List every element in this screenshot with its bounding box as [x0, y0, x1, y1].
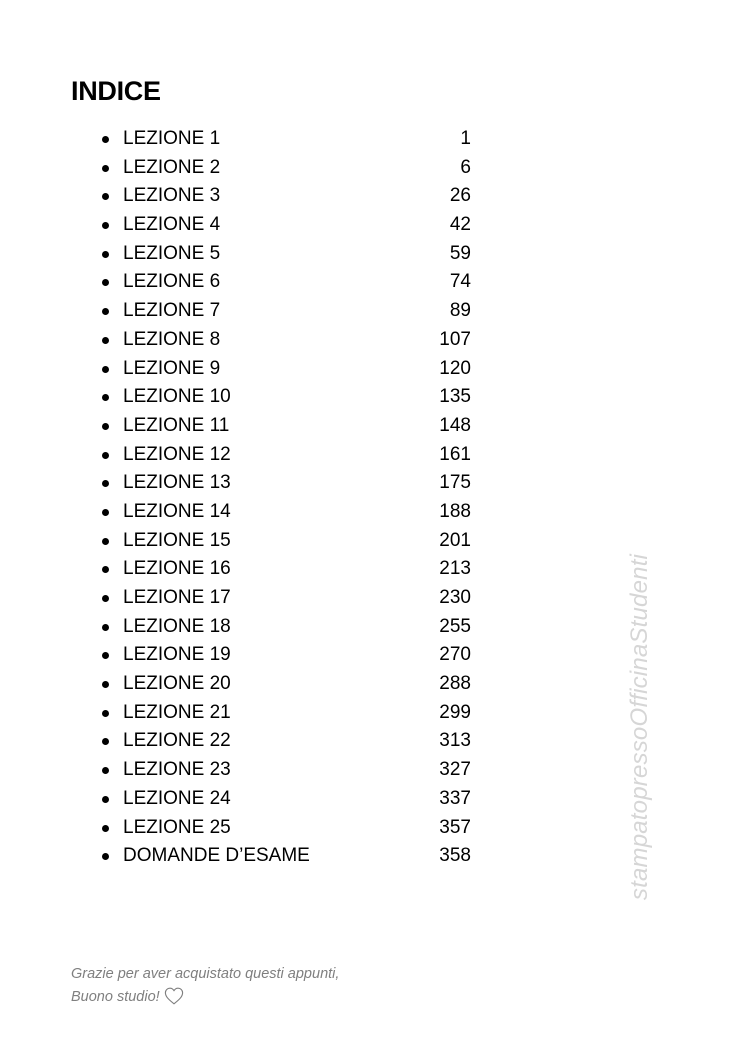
toc-entry-lezione-16[interactable]: [98, 555, 478, 584]
toc-entry-page: 270: [439, 644, 471, 666]
bullet-icon: [102, 509, 109, 516]
footer-thanks: Grazie per aver acquistato questi appunti,: [71, 966, 340, 982]
toc-entry-lezione-6[interactable]: [98, 268, 478, 297]
bullet-icon: [102, 538, 109, 545]
bullet-icon: [102, 624, 109, 631]
toc-entry-page: 161: [439, 443, 471, 465]
toc-entry-lezione-7[interactable]: [98, 297, 478, 326]
bullet-icon: [102, 279, 109, 286]
toc-entry-lezione-25[interactable]: [98, 814, 478, 843]
toc-entry-page: 327: [439, 759, 471, 781]
bullet-icon: [102, 308, 109, 315]
bullet-icon: [102, 652, 109, 659]
toc-entry-page: 313: [439, 730, 471, 752]
toc-entry-lezione-5[interactable]: [98, 240, 478, 269]
toc-entry-label: LEZIONE 17: [123, 587, 231, 608]
bullet-icon: [102, 423, 109, 430]
toc-entry-label: LEZIONE 25: [123, 816, 231, 838]
bullet-icon: [102, 566, 109, 573]
toc-entry-page: 120: [439, 357, 471, 379]
heart-icon: [164, 987, 184, 1013]
toc-entry-lezione-2[interactable]: [98, 154, 478, 183]
bullet-icon: [102, 853, 109, 860]
toc-entry-page: 107: [439, 328, 471, 350]
toc-entry-page: 42: [449, 214, 471, 236]
toc-entry-lezione-24[interactable]: [98, 785, 478, 814]
toc-entry-label: LEZIONE 20: [123, 673, 231, 695]
toc-entry-lezione-10[interactable]: [98, 383, 478, 412]
toc-entry-page: 358: [439, 845, 471, 867]
bullet-icon: [102, 825, 109, 832]
toc-entry-label: LEZIONE 22: [123, 730, 231, 752]
bullet-icon: [102, 222, 109, 229]
toc-entry-page: 26: [449, 185, 471, 207]
toc-entry-page: 201: [439, 529, 471, 551]
toc-entry-page: 213: [439, 558, 471, 580]
toc-entry-label: LEZIONE 9: [123, 357, 221, 379]
toc-entry-label: LEZIONE 19: [123, 644, 231, 666]
bullet-icon: [102, 738, 109, 745]
toc-entry-lezione-14[interactable]: [98, 498, 478, 527]
toc-entry-label: LEZIONE 5: [123, 242, 221, 264]
bullet-icon: [102, 165, 109, 172]
footer-signoff-text: Buono studio!: [71, 989, 160, 1005]
toc-entry-label: LEZIONE 24: [123, 787, 231, 809]
toc-entry-page: 230: [439, 587, 471, 608]
bullet-icon: [102, 366, 109, 373]
toc-entry-label: LEZIONE 23: [123, 759, 231, 781]
bullet-icon: [102, 681, 109, 688]
toc-entry-page: 135: [439, 386, 471, 408]
toc-entry-page: 175: [439, 472, 471, 494]
toc-entry-page: 288: [439, 673, 471, 695]
toc-entry-domande-esame[interactable]: [98, 842, 478, 871]
toc-entry-lezione-11[interactable]: [98, 412, 478, 441]
bullet-icon: [102, 251, 109, 258]
bullet-icon: [102, 767, 109, 774]
bullet-icon: [102, 710, 109, 717]
bullet-icon: [102, 452, 109, 459]
footer-signoff: [71, 986, 339, 1013]
toc-entry-label: LEZIONE 11: [123, 414, 230, 436]
table-of-contents: [98, 125, 478, 871]
toc-entry-label: LEZIONE 16: [123, 558, 231, 580]
toc-entry-label: LEZIONE 1: [123, 128, 221, 149]
toc-entry-lezione-3[interactable]: [98, 182, 478, 211]
toc-entry-page: 148: [439, 414, 471, 436]
page-title: INDICE: [71, 76, 161, 106]
toc-entry-page: 337: [439, 787, 471, 809]
toc-entry-lezione-15[interactable]: [98, 527, 478, 556]
bullet-icon: [102, 136, 109, 143]
bullet-icon: [102, 595, 109, 602]
watermark: stampatopressoOfficinaStudenti: [626, 553, 653, 901]
toc-entry-lezione-21[interactable]: [98, 699, 478, 728]
toc-entry-lezione-9[interactable]: [98, 355, 478, 384]
bullet-icon: [102, 480, 109, 487]
bullet-icon: [102, 796, 109, 803]
toc-entry-page: 89: [449, 300, 471, 322]
toc-entry-label: LEZIONE 6: [123, 271, 221, 293]
toc-entry-lezione-8[interactable]: [98, 326, 478, 355]
toc-entry-label: LEZIONE 13: [123, 472, 231, 494]
toc-entry-label: LEZIONE 4: [123, 214, 221, 236]
toc-entry-page: 188: [439, 500, 471, 522]
toc-entry-lezione-23[interactable]: [98, 756, 478, 785]
toc-entry-lezione-4[interactable]: [98, 211, 478, 240]
bullet-icon: [102, 394, 109, 401]
toc-entry-lezione-20[interactable]: [98, 670, 478, 699]
footer-note: [71, 963, 339, 1013]
toc-entry-label: LEZIONE 15: [123, 529, 231, 551]
toc-entry-label: LEZIONE 10: [123, 386, 231, 408]
toc-entry-label: LEZIONE 3: [123, 185, 221, 207]
toc-entry-page: 74: [449, 271, 471, 293]
toc-entry-lezione-13[interactable]: [98, 469, 478, 498]
bullet-icon: [102, 193, 109, 200]
toc-entry-page: 255: [439, 615, 471, 637]
toc-entry-lezione-17[interactable]: [98, 584, 478, 613]
toc-entry-label: LEZIONE 21: [123, 701, 231, 723]
toc-entry-label: DOMANDE D’ESAME: [123, 845, 310, 867]
toc-entry-lezione-22[interactable]: [98, 727, 478, 756]
toc-entry-page: 6: [460, 156, 471, 178]
toc-entry-lezione-18[interactable]: [98, 613, 478, 642]
toc-entry-label: LEZIONE 12: [123, 443, 231, 465]
toc-entry-label: LEZIONE 14: [123, 500, 231, 522]
toc-entry-label: LEZIONE 8: [123, 328, 221, 350]
toc-entry-page: 59: [449, 242, 471, 264]
toc-entry-page: 357: [439, 816, 471, 838]
toc-entry-label: LEZIONE 7: [123, 300, 221, 322]
bullet-icon: [102, 337, 109, 344]
toc-entry-lezione-19[interactable]: [98, 641, 478, 670]
toc-entry-label: LEZIONE 18: [123, 615, 231, 637]
toc-entry-label: LEZIONE 2: [123, 156, 221, 178]
toc-entry-lezione-1[interactable]: [98, 125, 478, 154]
toc-entry-page: 1: [460, 128, 471, 149]
toc-entry-lezione-12[interactable]: [98, 441, 478, 470]
toc-entry-page: 299: [439, 701, 471, 723]
